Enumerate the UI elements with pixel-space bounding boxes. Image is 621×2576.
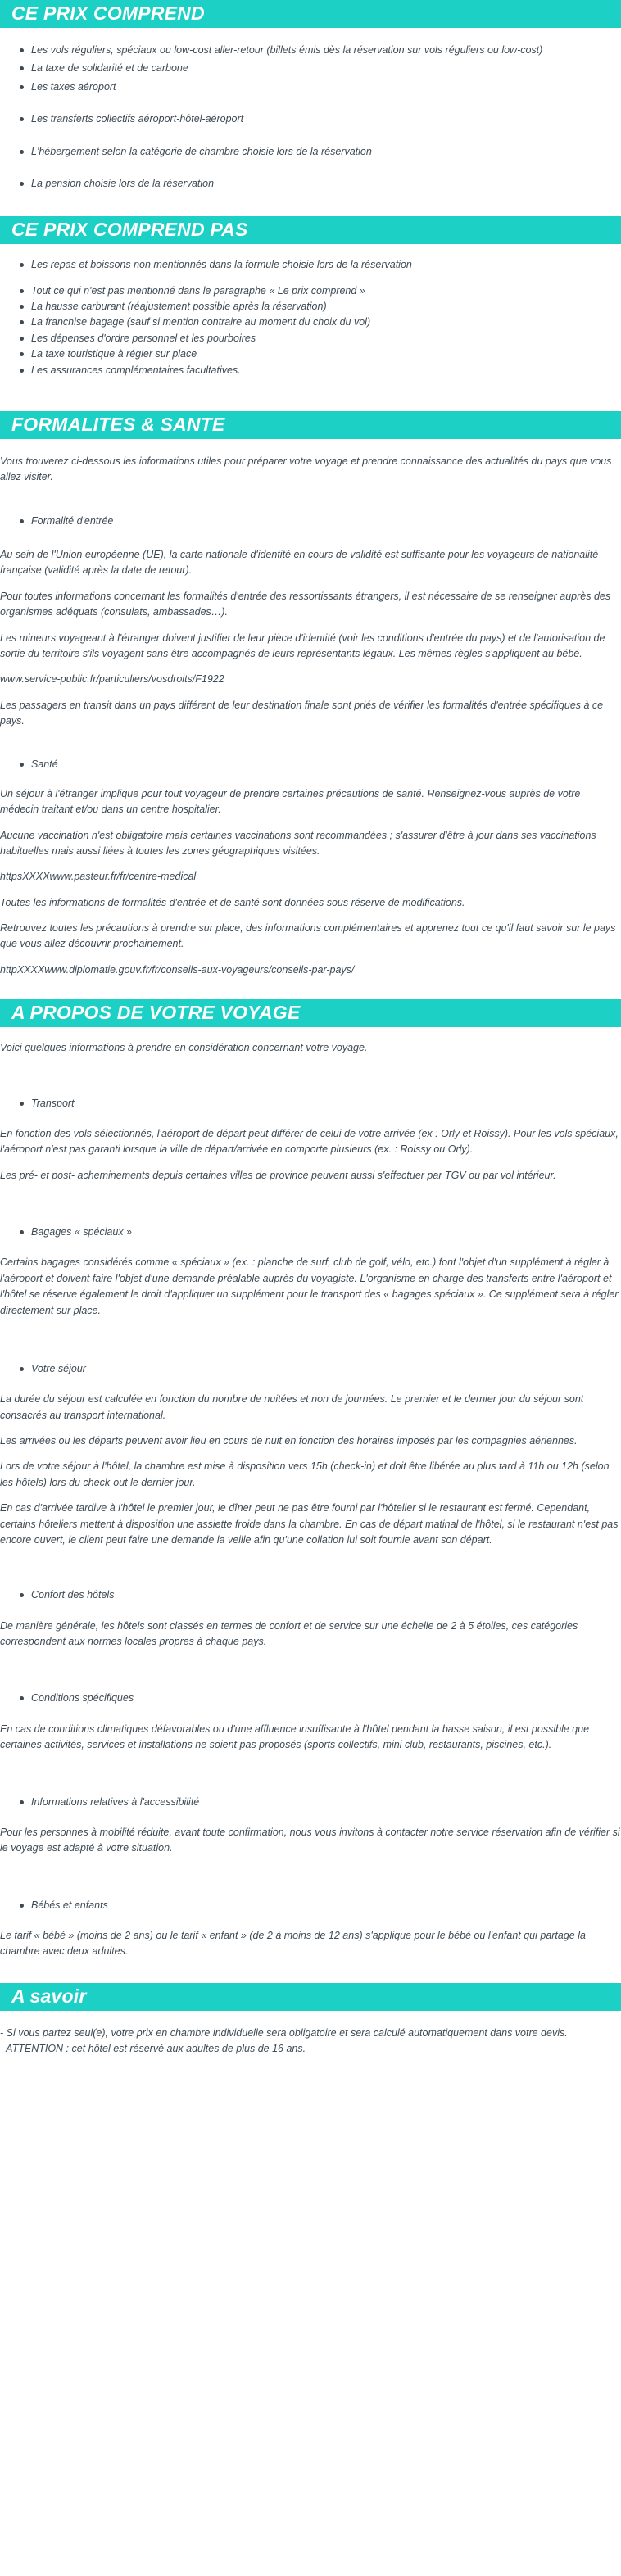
conditions-paragraph: En cas de conditions climatiques défavorables ou d'une affluence insuffisante à l'hôtel pendant la basse saison, il est possible que certaines activités, services et installations ne soient pas proposés (sports collectifs, mini club, restaurants, piscines, etc.). [0,1723,590,1751]
transport-heading: Transport [0,1096,621,1111]
list-item: Tout ce qui n'est pas mentionné dans le paragraphe « Le prix comprend » [31,283,621,299]
section-header-prix-comprend-pas: CE PRIX COMPREND PAS [0,216,621,244]
list-item: La hausse carburant (réajustement possible après la réservation) [31,299,621,315]
section-header-a-savoir: A savoir [0,1983,621,2011]
pasteur-link[interactable]: httpsXXXXwww.pasteur.fr/fr/centre-medical [0,871,197,883]
prix-comprend-pas-list [0,257,621,378]
list-item: Les dépenses d'ordre personnel et les pourboires [31,331,621,346]
sejour-heading: Votre séjour [0,1361,621,1377]
bagages-paragraph: Certains bagages considérés comme « spéciaux » (ex. : planche de surf, club de golf, vélo, etc.) font l'objet d'un supplément à régler à l'aéroport et doivent faire l'objet d'une demande préalable auprès du voyagiste. L'organisme en charge des transferts entre l'aéroport et l'hôtel se réserve également le droit d'appliquer un supplément pour le transport des « bagages spéciaux ». Ce supplément sera à régler directement sur place. [0,1256,619,1316]
list-item: Les assurances complémentaires facultatives. [31,363,621,378]
confort-paragraph: De manière générale, les hôtels sont classés en termes de confort et de service sur une échelle de 2 à 5 étoiles, ces catégories correspondent aux normes locales propres à chaque pays. [0,1619,578,1647]
prix-comprend-list [0,43,621,192]
section-header-a-propos: A PROPOS DE VOTRE VOYAGE [0,999,621,1027]
list-item: L'hébergement selon la catégorie de chambre choisie lors de la réservation [31,144,621,160]
sejour-paragraph: Les arrivées ou les départs peuvent avoir lieu en cours de nuit en fonction des horaires imposés par les compagnies aériennes. [0,1435,578,1446]
formalites-paragraph: Au sein de l'Union européenne (UE), la carte nationale d'identité en cours de validité est suffisante pour les voyageurs de nationalité française (validité après la date de retour). [0,549,599,577]
sante-paragraph: Un séjour à l'étranger implique pour tout voyageur de prendre certaines précautions de santé. Renseignez-vous auprès de votre médecin traitant et/ou dans un centre hospitalier. [0,787,581,816]
confort-heading: Confort des hôtels [0,1587,621,1603]
formalites-paragraph: Les passagers en transit dans un pays différent de leur destination finale sont priés de vérifier les formalités d'entrée spécifiques à ce pays. [0,699,604,727]
transport-paragraph: Les pré- et post- acheminements depuis certaines villes de province peuvent aussi s'effectuer par TGV ou par vol intérieur. [0,1169,556,1181]
accessibilite-paragraph: Pour les personnes à mobilité réduite, avant toute confirmation, nous vous invitons à contacter notre service réservation afin de vérifier si le voyage est adapté à votre situation. [0,1826,620,1854]
bebes-heading: Bébés et enfants [0,1898,621,1913]
formalites-paragraph: Pour toutes informations concernant les formalités d'entrée des ressortissants étrangers, il est nécessaire de se renseigner auprès des organismes adéquats (consulats, ambassades…). [0,590,611,618]
a-savoir-line: - Si vous partez seul(e), votre prix en chambre individuelle sera obligatoire et sera calculé automatiquement dans votre devis. [0,2026,568,2039]
list-item: Les transferts collectifs aéroport-hôtel-aéroport [31,111,621,127]
transport-paragraph: En fonction des vols sélectionnés, l'aéroport de départ peut différer de celui de votre arrivée (ex : Orly et Roissy). Pour les vols spéciaux, l'aéroport n'est pas garanti lorsque la ville de départ/arrivée en comporte plusieurs (ex. : Roissy ou Orly). [0,1127,619,1156]
list-item: La pension choisie lors de la réservation [31,176,621,192]
sante-paragraph: Aucune vaccination n'est obligatoire mais certaines vaccinations sont recommandées ; s'assurer d'être à jour dans ses vaccinations habituelles mais aussi liées à toutes les zones géographiques visitées. [0,829,596,857]
conditions-heading: Conditions spécifiques [0,1691,621,1706]
formalites-intro: Vous trouverez ci-dessous les informations utiles pour préparer votre voyage et prendre connaissance des actualités du pays que vous allez visiter. [0,455,612,483]
formalite-entree-heading: Formalité d'entrée [0,514,621,529]
accessibilite-heading: Informations relatives à l'accessibilité [0,1795,621,1810]
a-propos-intro: Voici quelques informations à prendre en considération concernant votre voyage. [0,1042,368,1054]
bebes-paragraph: Le tarif « bébé » (moins de 2 ans) ou le tarif « enfant » (de 2 à moins de 12 ans) s'applique pour le bébé ou l'enfant qui partage la chambre avec deux adultes. [0,1930,586,1958]
list-item: Les taxes aéroport [31,79,621,95]
service-public-link[interactable]: www.service-public.fr/particuliers/vosdroits/F1922 [0,673,224,686]
list-item: La taxe touristique à régler sur place [31,346,621,362]
section-header-prix-comprend: CE PRIX COMPREND [0,0,621,28]
sante-paragraph: Toutes les informations de formalités d'entrée et de santé sont données sous réserve de modifications. [0,896,465,908]
sejour-paragraph: Lors de votre séjour à l'hôtel, la chambre est mise à disposition vers 15h (check-in) et doit être libérée au plus tard à 11h ou 12h (selon les hôtels) lors du check-out le dernier jour. [0,1460,610,1488]
sante-paragraph: Retrouvez toutes les précautions à prendre sur place, des informations complémentaires et apprenez tout ce qu'il faut savoir sur le pays que vous allez découvrir prochainement. [0,922,616,950]
bagages-heading: Bagages « spéciaux » [0,1225,621,1240]
a-savoir-line: - ATTENTION : cet hôtel est réservé aux adultes de plus de 16 ans. [0,2043,306,2055]
list-item: La taxe de solidarité et de carbone [31,61,621,76]
section-header-formalites-sante: FORMALITES & SANTE [0,411,621,439]
list-item: Les vols réguliers, spéciaux ou low-cost aller-retour (billets émis dès la réservation sur vols réguliers ou low-cost) [31,43,621,58]
formalites-paragraph: Les mineurs voyageant à l'étranger doivent justifier de leur pièce d'identité (voir les conditions d'entrée du pays) et de l'autorisation de sortie du territoire s'ils voyagent sans être accompagnés de leurs représentants légaux. Les mêmes règles s'appliquent au bébé. [0,632,605,659]
list-item: La franchise bagage (sauf si mention contraire au moment du choix du vol) [31,315,621,330]
sejour-paragraph: La durée du séjour est calculée en fonction du nombre de nuitées et non de journées. Le premier et le dernier jour du séjour sont consacrés au transport international. [0,1393,584,1421]
diplomatie-link[interactable]: httpXXXXwww.diplomatie.gouv.fr/fr/conseils-aux-voyageurs/conseils-par-pays/ [0,963,355,976]
sante-heading: Santé [0,757,621,772]
list-item: Les repas et boissons non mentionnés dans la formule choisie lors de la réservation [31,257,621,273]
sejour-paragraph: En cas d'arrivée tardive à l'hôtel le premier jour, le dîner peut ne pas être fourni par l'hôtelier si le restaurant est fermé. Cependant, certains hôteliers mettent à disposition une assiette froide dans la chambre. En cas de départ matinal de l'hôtel, si le restaurant n'est pas encore ouvert, le client peut faire une demande la veille afin qu'une collation lui soit fournie avant son départ. [0,1502,619,1546]
